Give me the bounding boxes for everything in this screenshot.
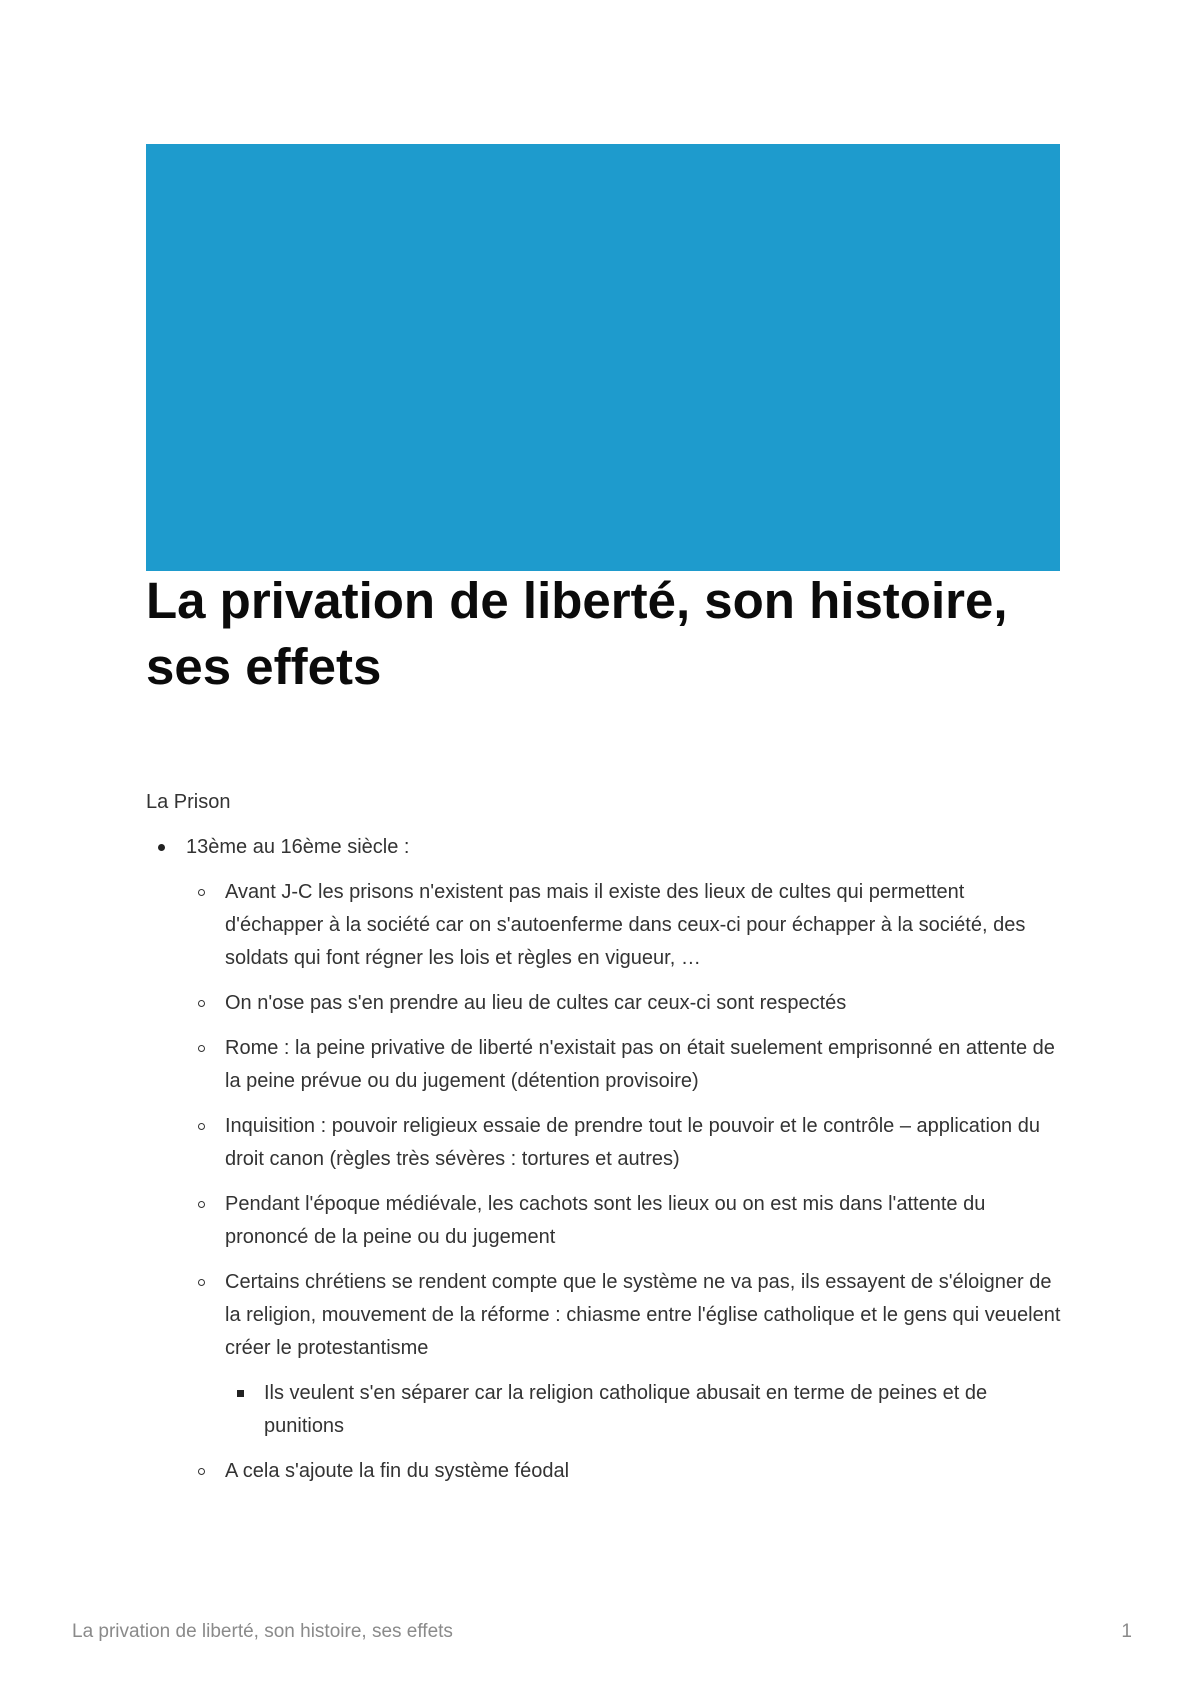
sub-list-item [186, 1455, 1066, 1488]
sub-list-item-text: Certains chrétiens se rendent compte que le système ne va pas, ils essayent de s'éloigner de la religion, mouvement de la réforme : chiasme entre l'église catholique et le gens qui veuelent créer le protestantisme [225, 1271, 1061, 1359]
sub-list [186, 876, 1066, 1488]
circle-bullet-icon [198, 1000, 205, 1007]
list-item [146, 831, 1066, 1488]
sub-list-item [186, 1032, 1066, 1098]
sub-list-item [186, 987, 1066, 1020]
sub-list-item-text: Avant J-C les prisons n'existent pas mais il existe des lieux de cultes qui permettent d'échapper à la société car on s'autoenferme dans ceux-ci pour échapper à la société, des soldats qui font régner les lois et règles en vigueur, … [225, 881, 1026, 969]
disc-bullet-icon [158, 844, 165, 851]
sub-list-item [186, 876, 1066, 975]
bullet-list [146, 831, 1066, 1488]
page-number: 1 [1121, 1621, 1132, 1642]
cover-banner [146, 144, 1060, 571]
footer-title: La privation de liberté, son histoire, ses effets [72, 1621, 453, 1642]
sub-list-item-text: Inquisition : pouvoir religieux essaie de prendre tout le pouvoir et le contrôle – application du droit canon (règles très sévères : tortures et autres) [225, 1115, 1040, 1170]
nested-list [225, 1377, 1066, 1443]
nested-list-item [225, 1377, 1066, 1443]
sub-list-item [186, 1188, 1066, 1254]
section-heading: La Prison [146, 791, 231, 813]
square-bullet-icon [237, 1390, 244, 1397]
circle-bullet-icon [198, 1201, 205, 1208]
sub-list-item [186, 1266, 1066, 1443]
sub-list-item-text: Pendant l'époque médiévale, les cachots sont les lieux ou on est mis dans l'attente du prononcé de la peine ou du jugement [225, 1193, 986, 1248]
page-title: La privation de liberté, son histoire, ses effets [146, 572, 1008, 695]
circle-bullet-icon [198, 1045, 205, 1052]
circle-bullet-icon [198, 1468, 205, 1475]
document-body [146, 786, 1066, 1500]
sub-list-item-text: A cela s'ajoute la fin du système féodal [225, 1460, 570, 1482]
circle-bullet-icon [198, 1123, 205, 1130]
list-item-text: 13ème au 16ème siècle : [186, 836, 410, 858]
nested-list-item-text: Ils veulent s'en séparer car la religion catholique abusait en terme de peines et de punitions [264, 1382, 988, 1437]
circle-bullet-icon [198, 1279, 205, 1286]
sub-list-item-text: Rome : la peine privative de liberté n'existait pas on était suelement emprisonné en attente de la peine prévue ou du jugement (détention provisoire) [225, 1037, 1055, 1092]
sub-list-item-text: On n'ose pas s'en prendre au lieu de cultes car ceux-ci sont respectés [225, 992, 847, 1014]
circle-bullet-icon [198, 889, 205, 896]
sub-list-item [186, 1110, 1066, 1176]
